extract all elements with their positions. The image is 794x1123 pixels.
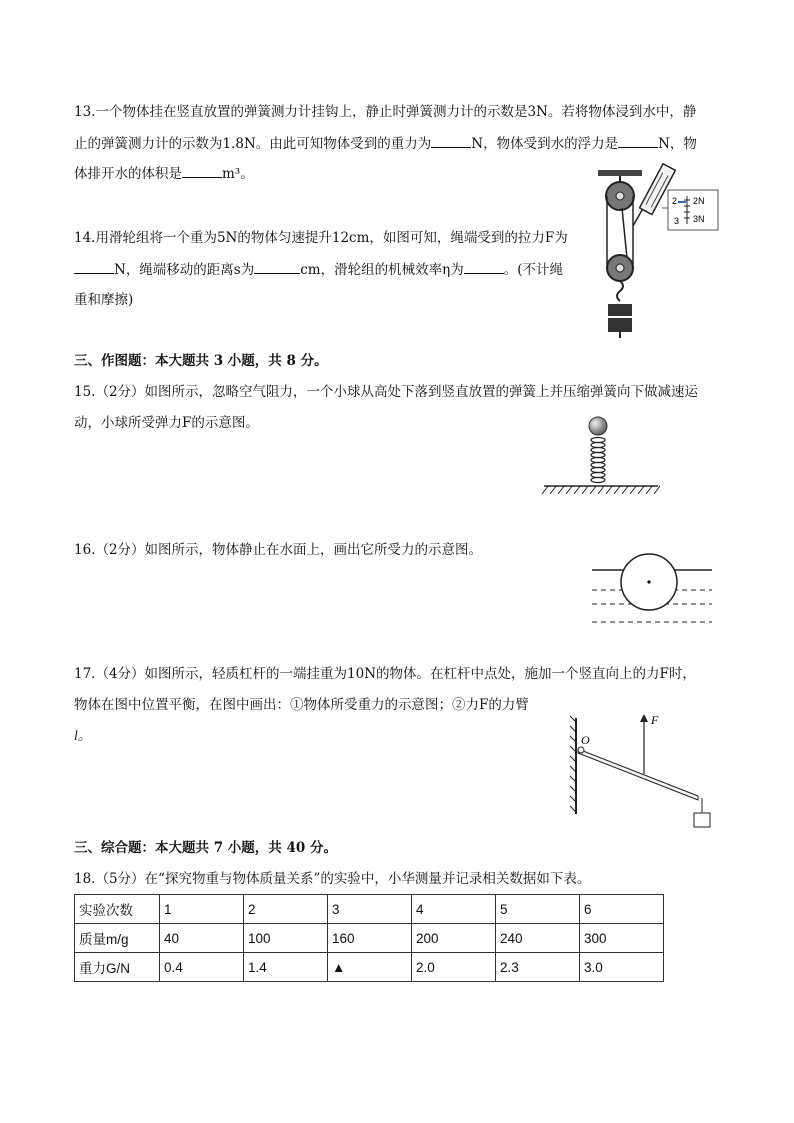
table-cell: 实验次数 [75, 895, 160, 924]
label-o: O [581, 733, 590, 747]
q15-line1: 15.（2分）如图所示，忽略空气阻力，一个小球从高处下落到竖直放置的弹簧上并压缩弹簧向下做减速运 [74, 384, 699, 400]
table-cell: ▲ [328, 953, 412, 982]
hook-icon [617, 281, 623, 301]
q13-text-d: 体排开水的体积是 [74, 166, 182, 182]
data-table [74, 894, 664, 982]
q13-text-a: 止的弹簧测力计的示数为1.8N。由此可知物体受到的重力为 [74, 136, 432, 152]
table-cell: 160 [328, 924, 412, 953]
table-row [75, 895, 664, 924]
section-heading: 三、综合题：本大题共 7 小题，共 40 分。 [74, 840, 337, 856]
answer-blank[interactable] [182, 163, 222, 178]
pulley-figure [590, 168, 730, 340]
q17-line2: 物体在图中位置平衡，在图中画出：①物体所受重力的示意图；②力F的力臂 [74, 697, 529, 713]
floating-ball-figure [590, 548, 714, 628]
q17-line1: 17.（4分）如图所示，轻质杠杆的一端挂重为10N的物体。在杠杆中点处，施加一个竖直向上的力F时， [74, 666, 696, 682]
q15-line2: 动，小球所受弹力F的示意图。 [74, 415, 259, 431]
q13-line1: 13.一个物体挂在竖直放置的弹簧测力计挂钩上，静止时弹簧测力计的示数是3N。若将物体浸到水中，静 [74, 104, 697, 120]
table-cell: 重力G/N [75, 953, 160, 982]
answer-blank[interactable] [464, 259, 504, 274]
scale-label: 3 [674, 216, 680, 226]
table-row [75, 924, 664, 953]
table-cell: 质量m/g [75, 924, 160, 953]
lever-figure [568, 712, 718, 832]
table-cell: 2.3 [496, 953, 580, 982]
q13-text-e: m³。 [222, 166, 254, 182]
weight-block [608, 304, 632, 316]
q14-text-b: cm，滑轮组的机械效率η为 [300, 262, 464, 278]
answer-blank[interactable] [618, 133, 658, 148]
table-cell: 1.4 [244, 953, 328, 982]
answer-blank[interactable] [254, 259, 300, 274]
table-cell: 6 [580, 895, 664, 924]
table-cell: 1 [160, 895, 244, 924]
q14-line3: 重和摩擦) [74, 292, 134, 308]
weight-block [608, 318, 632, 332]
table-cell: 100 [244, 924, 328, 953]
answer-blank[interactable] [74, 259, 114, 274]
q14-line2 [74, 259, 563, 280]
scale-label: 3N [693, 214, 705, 224]
table-cell: 3.0 [580, 953, 664, 982]
q18-line1: 18.（5分）在“探究物重与物体质量关系”的实验中，小华测量并记录相关数据如下表。 [74, 871, 591, 887]
q16-line1: 16.（2分）如图所示，物体静止在水面上，画出它所受力的示意图。 [74, 542, 483, 558]
q13-text-b: N，物体受到水的浮力是 [471, 136, 619, 152]
hanging-box [694, 813, 710, 827]
label-f: F [651, 713, 659, 727]
q13-line3 [74, 163, 254, 184]
lever-bar [578, 749, 698, 800]
pivot-icon [578, 747, 584, 753]
spring-coil [591, 438, 605, 483]
table-cell: 300 [580, 924, 664, 953]
ceiling-beam [598, 170, 642, 176]
table-cell: 200 [412, 924, 496, 953]
scale-label: 2 [672, 196, 678, 206]
table-cell: 0.4 [160, 953, 244, 982]
q14-text-c: 。(不计绳 [503, 262, 563, 278]
table-cell: 2.0 [412, 953, 496, 982]
table-cell: 40 [160, 924, 244, 953]
table-cell: 3 [328, 895, 412, 924]
section-heading: 三、作图题：本大题共 3 小题，共 8 分。 [74, 353, 328, 369]
table-cell: 5 [496, 895, 580, 924]
ball [589, 417, 607, 435]
table-cell: 4 [412, 895, 496, 924]
q13-text-c: N，物 [658, 136, 697, 152]
center-dot [647, 580, 650, 583]
table-cell: 2 [244, 895, 328, 924]
q14-line1: 14.用滑轮组将一个重为5N的物体匀速提升12cm，如图可知，绳端受到的拉力F为 [74, 230, 568, 246]
q17-line3: l。 [74, 728, 92, 743]
q13-line2 [74, 133, 697, 154]
spring-ball-figure [540, 414, 664, 496]
table-row [75, 953, 664, 982]
answer-blank[interactable] [431, 133, 471, 148]
table-cell: 240 [496, 924, 580, 953]
scale-label: 2N [693, 196, 705, 206]
q14-text-a: N，绳端移动的距离s为 [114, 262, 255, 278]
